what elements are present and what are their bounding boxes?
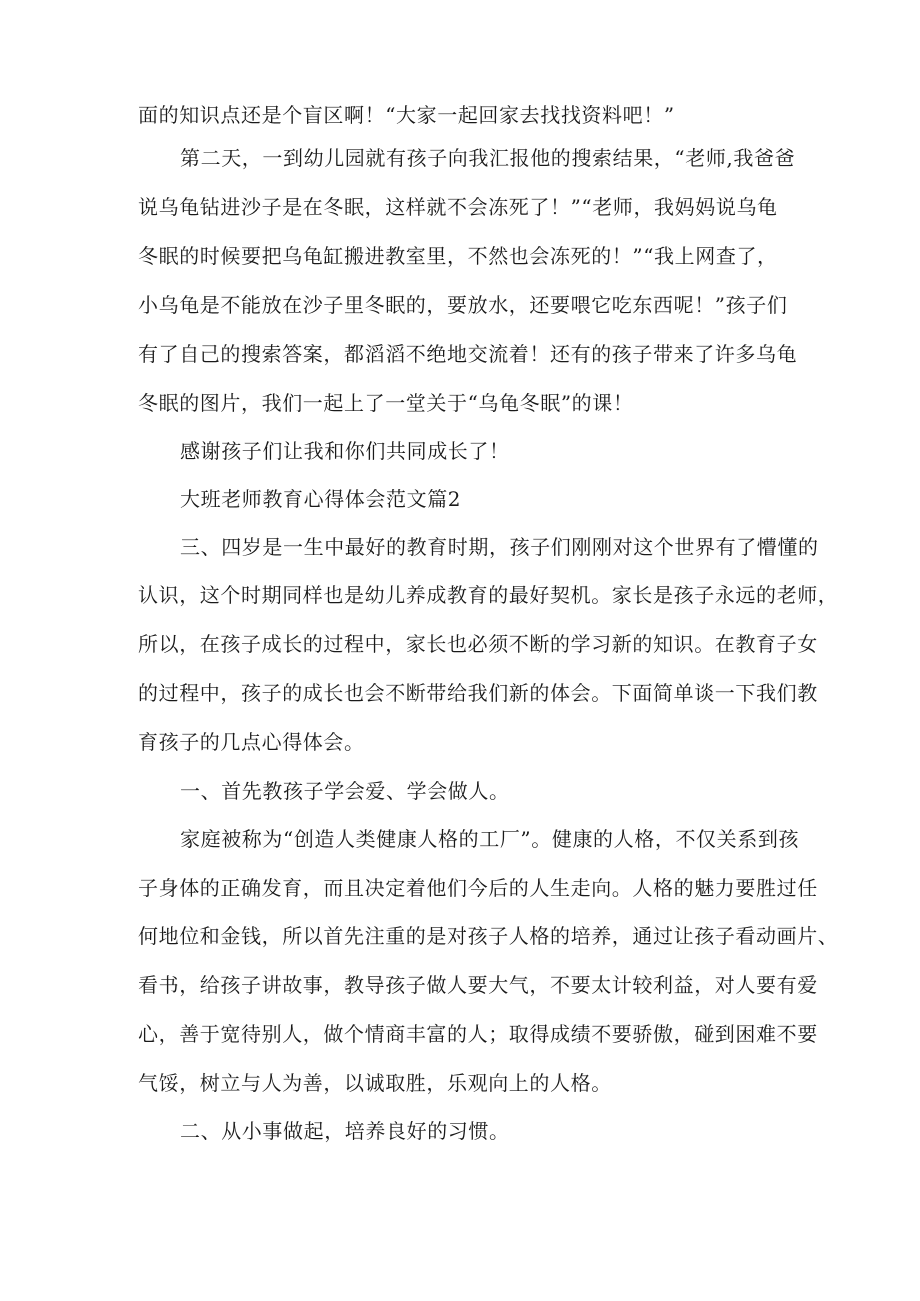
text-line: 面的知识点还是个盲区啊！“大家一起回家去找找资料吧！”: [138, 103, 675, 127]
text-line: 第二天，一到幼儿园就有孩子向我汇报他的搜索结果，“老师,我爸爸: [180, 146, 796, 170]
text-line: 认识，这个时期同样也是幼儿养成教育的最好契机。家长是孩子永远的老师，: [138, 583, 839, 607]
text-line: 一、首先教孩子学会爱、学会做人。: [180, 779, 510, 803]
text-line: 育孩子的几点心得体会。: [138, 730, 365, 754]
section-heading: 大班老师教育心得体会范文篇2: [180, 487, 462, 511]
text-line: 小乌龟是不能放在沙子里冬眠的，要放水，还要喂它吃东西呢！”孩子们: [138, 293, 788, 317]
text-line: 二、从小事做起，培养良好的习惯。: [180, 1119, 510, 1143]
text-line: 所以，在孩子成长的过程中，家长也必须不断的学习新的知识。在教育子女: [138, 632, 818, 656]
text-line: 子身体的正确发育，而且决定着他们今后的人生走向。人格的魅力要胜过任: [138, 876, 818, 900]
text-line: 气馁，树立与人为善，以诚取胜，乐观向上的人格。: [138, 1071, 612, 1095]
text-line: 的过程中，孩子的成长也会不断带给我们新的体会。下面简单谈一下我们教: [138, 681, 818, 705]
text-line: 心，善于宽待别人，做个情商丰富的人；取得成绩不要骄傲，碰到困难不要: [138, 1022, 818, 1046]
text-line: 感谢孩子们让我和你们共同成长了！: [180, 439, 510, 463]
text-line: 说乌龟钻进沙子是在冬眠，这样就不会冻死了！”“老师，我妈妈说乌龟: [138, 195, 778, 219]
text-line: 有了自己的搜索答案，都滔滔不绝地交流着！还有的孩子带来了许多乌龟: [138, 342, 798, 366]
text-line: 何地位和金钱，所以首先注重的是对孩子人格的培养，通过让孩子看动画片、: [138, 924, 839, 948]
text-line: 看书，给孩子讲故事，教导孩子做人要大气，不要太计较利益，对人要有爱: [138, 973, 818, 997]
text-line: 三、四岁是一生中最好的教育时期，孩子们刚刚对这个世界有了懵懂的: [180, 535, 819, 559]
text-line: 冬眠的图片，我们一起上了一堂关于“乌龟冬眠”的课！: [138, 391, 634, 415]
text-line: 冬眠的时候要把乌龟缸搬进教室里，不然也会冻死的！”“我上网查了，: [138, 244, 778, 268]
text-line: 家庭被称为“创造人类健康人格的工厂”。健康的人格，不仅关系到孩: [180, 827, 800, 851]
